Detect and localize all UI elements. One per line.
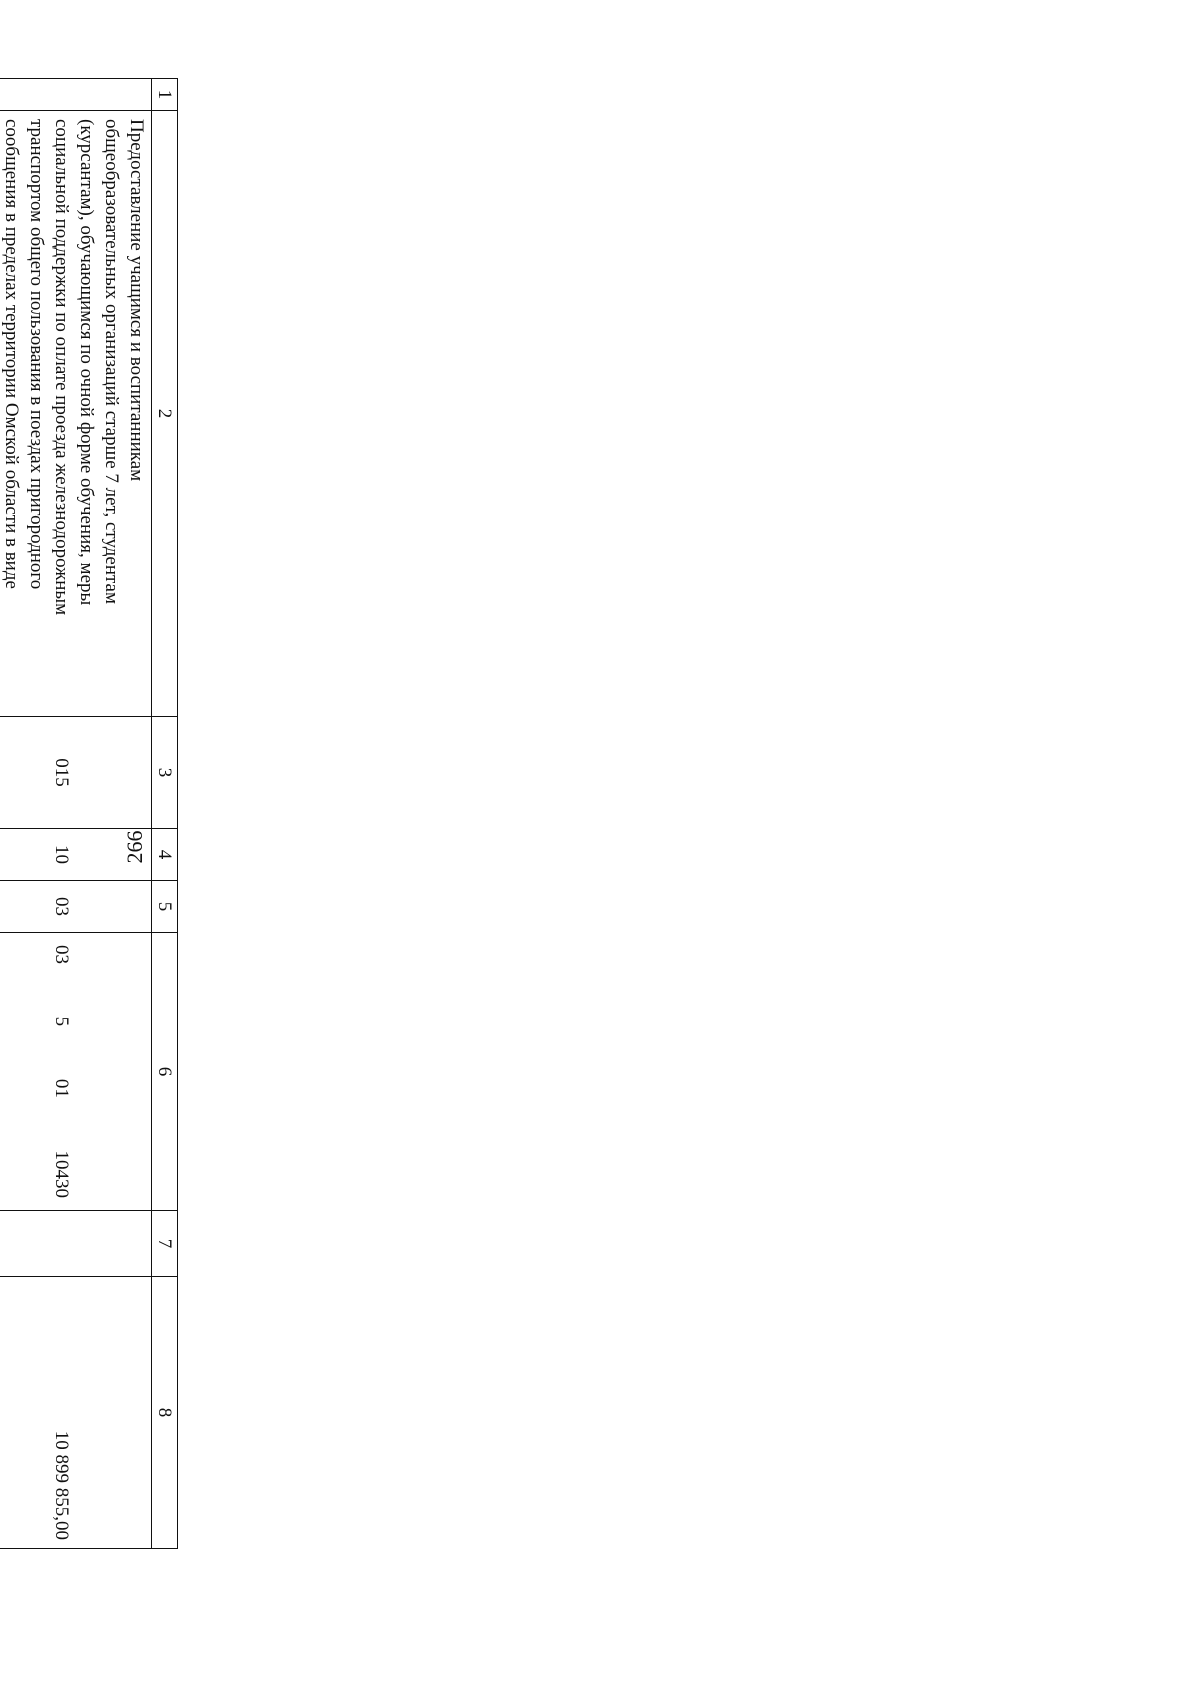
column-header-7: 7 — [152, 1211, 178, 1277]
table-body — [0, 79, 152, 1549]
target-article-part: 5 — [51, 1016, 72, 1027]
column-header-3: 3 — [152, 717, 178, 829]
expense-type-cell — [0, 1211, 152, 1277]
row-name-line: (курсантам), обучающимся по очной форме обучения, меры — [76, 119, 97, 606]
column-header-6: 6 — [152, 933, 178, 1211]
section-code-cell: 10 — [0, 829, 152, 881]
admin-code-cell: 015 — [0, 717, 152, 829]
target-article-code — [49, 941, 74, 1202]
row-name-line: транспортом общего пользования в поездах пригородного — [26, 119, 47, 590]
column-header-1: 1 — [152, 79, 178, 111]
column-header-4: 4 — [152, 829, 178, 881]
row-name-line: социальной поддержки по оплате проезда железнодорожным — [51, 119, 72, 616]
page-number: 266 — [122, 830, 147, 864]
target-article-part: 10430 — [51, 1150, 72, 1198]
row-name-line: Предоставление учащимся и воспитанникам — [126, 119, 147, 482]
row-name-line: сообщения в пределах территории Омской области в виде — [1, 119, 22, 589]
amount-cell: 10 899 855,00 — [0, 1277, 152, 1549]
budget-table — [0, 78, 178, 1549]
column-header-8: 8 — [152, 1277, 178, 1549]
target-article-part: 03 — [51, 945, 72, 964]
target-article-part: 01 — [51, 1078, 72, 1098]
header-row — [152, 79, 178, 1549]
column-header-2: 2 — [152, 111, 178, 717]
table-row — [0, 79, 152, 1549]
row-name-line: общеобразовательных организаций старше 7 лет, студентам — [101, 119, 122, 605]
column-header-5: 5 — [152, 881, 178, 933]
subsection-code-cell: 03 — [0, 881, 152, 933]
row-name-cell — [0, 111, 152, 717]
row-number-cell — [0, 79, 152, 111]
target-article-cell — [0, 933, 152, 1211]
